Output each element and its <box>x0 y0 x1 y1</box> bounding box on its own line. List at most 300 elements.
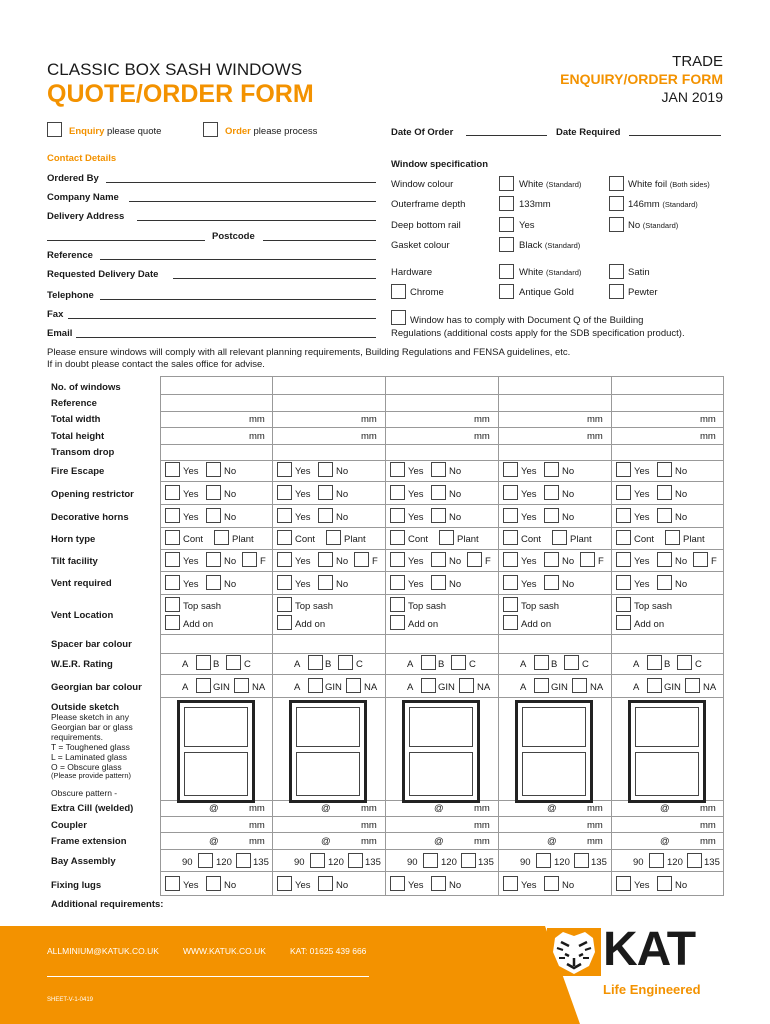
cill-at: @ <box>209 803 219 814</box>
d146-label: 146mm <box>628 199 660 210</box>
date-required-field[interactable] <box>629 135 721 136</box>
fixing-lugs-no-checkbox[interactable] <box>206 876 221 891</box>
fixing-lugs-no-label: No <box>224 880 237 891</box>
bay-120-checkbox[interactable] <box>461 853 476 868</box>
decorative-horns-yes-checkbox[interactable] <box>390 508 405 523</box>
antique-gold-checkbox[interactable] <box>499 284 514 299</box>
wer-a-checkbox[interactable] <box>647 655 662 670</box>
cill-mm: mm <box>474 803 490 814</box>
gasket-label: Gasket colour <box>391 240 450 251</box>
tilt-f-checkbox[interactable] <box>354 552 369 567</box>
horn-cont-checkbox[interactable] <box>165 530 180 545</box>
form-date: JAN 2019 <box>661 89 723 105</box>
no-windows-cell[interactable] <box>274 377 383 392</box>
decorative-horns-no-checkbox[interactable] <box>431 508 446 523</box>
georgian-a-checkbox[interactable] <box>308 678 323 693</box>
bay-120-checkbox[interactable] <box>574 853 589 868</box>
postcode-field[interactable] <box>263 240 376 241</box>
georgian-gin-checkbox[interactable] <box>572 678 587 693</box>
tilt-yes-checkbox[interactable] <box>390 552 405 567</box>
deep-no-option <box>628 220 678 231</box>
vent-required-yes-label: Yes <box>521 579 537 590</box>
transom-drop-cell[interactable] <box>162 445 271 460</box>
wer-b-checkbox[interactable] <box>564 655 579 670</box>
coupler-mm: mm <box>249 820 265 831</box>
bay-90-label: 90 <box>182 857 193 868</box>
tilt-f-label: F <box>711 556 717 567</box>
tiger-icon <box>547 928 601 976</box>
vent-required-yes-label: Yes <box>634 579 650 590</box>
enquiry-checkbox[interactable] <box>47 122 62 137</box>
add-on-checkbox[interactable] <box>503 615 518 630</box>
row-label-transom-drop: Transom drop <box>51 447 115 458</box>
wer-a-label: A <box>520 659 527 670</box>
reference-field[interactable] <box>100 259 376 260</box>
cill-mm: mm <box>700 803 716 814</box>
pewter-label: Pewter <box>628 287 658 298</box>
requested-delivery-field[interactable] <box>173 278 376 279</box>
add-on-label: Add on <box>634 619 665 630</box>
company-name-label: Company Name <box>47 192 119 203</box>
vent-required-no-checkbox[interactable] <box>544 575 559 590</box>
black-checkbox[interactable] <box>499 237 514 252</box>
georgian-gin-label: GIN <box>438 682 455 693</box>
vent-required-yes-checkbox[interactable] <box>616 575 631 590</box>
row-label-total-height: Total height <box>51 431 105 442</box>
horn-cont-checkbox[interactable] <box>277 530 292 545</box>
fax-label: Fax <box>47 309 64 320</box>
standard-note: (Standard) <box>545 180 582 189</box>
enquiry-label: Enquiry <box>69 126 105 137</box>
horn-plant-checkbox[interactable] <box>439 530 454 545</box>
fire-escape-yes-checkbox[interactable] <box>277 462 292 477</box>
tilt-f-checkbox[interactable] <box>242 552 257 567</box>
wer-b-checkbox[interactable] <box>451 655 466 670</box>
georgian-gin-checkbox[interactable] <box>459 678 474 693</box>
spec-heading: Window specification <box>391 159 489 170</box>
enquiry-order-label: ENQUIRY/ORDER FORM <box>560 71 723 87</box>
frame-ext-mm: mm <box>249 836 265 847</box>
date-of-order-field[interactable] <box>466 135 547 136</box>
row-label-coupler: Coupler <box>51 820 87 831</box>
fire-escape-no-label: No <box>224 466 237 477</box>
d133-label: 133mm <box>519 199 551 210</box>
frame-ext-mm: mm <box>361 836 377 847</box>
georgian-gin-checkbox[interactable] <box>346 678 361 693</box>
fixing-lugs-no-checkbox[interactable] <box>431 876 446 891</box>
bay-90-checkbox[interactable] <box>423 853 438 868</box>
spacer-bar-cell[interactable] <box>162 635 271 650</box>
bay-120-label: 120 <box>216 857 232 868</box>
wer-b-checkbox[interactable] <box>338 655 353 670</box>
decorative-horns-no-checkbox[interactable] <box>318 508 333 523</box>
transom-drop-cell[interactable] <box>387 445 496 460</box>
bay-120-checkbox[interactable] <box>687 853 702 868</box>
satin-checkbox[interactable] <box>609 264 624 279</box>
hw-white-standard: (Standard) <box>545 268 582 277</box>
frame-ext-at: @ <box>434 836 444 847</box>
horn-plant-checkbox[interactable] <box>665 530 680 545</box>
georgian-a-checkbox[interactable] <box>421 678 436 693</box>
cill-mm: mm <box>249 803 265 814</box>
opening-restrictor-yes-checkbox[interactable] <box>616 485 631 500</box>
deep-yes-label: Yes <box>519 220 535 231</box>
wer-a-label: A <box>407 659 414 670</box>
height-mm-unit: mm <box>700 431 716 442</box>
opening-restrictor-no-checkbox[interactable] <box>657 485 672 500</box>
height-mm-unit: mm <box>474 431 490 442</box>
vent-required-no-checkbox[interactable] <box>431 575 446 590</box>
sketch-bottom-pane <box>296 752 360 796</box>
bay-90-label: 90 <box>633 857 644 868</box>
add-on-checkbox[interactable] <box>165 615 180 630</box>
horn-plant-checkbox[interactable] <box>326 530 341 545</box>
fire-escape-yes-checkbox[interactable] <box>616 462 631 477</box>
tilt-no-label: No <box>562 556 575 567</box>
chrome-checkbox[interactable] <box>391 284 406 299</box>
fixing-lugs-yes-checkbox[interactable] <box>616 876 631 891</box>
grid-column-line <box>385 376 386 896</box>
grid-row-line <box>160 895 723 896</box>
sketch-note: (Please provide pattern) <box>51 771 132 780</box>
bay-135-label: 135 <box>478 857 494 868</box>
fire-escape-no-checkbox[interactable] <box>206 462 221 477</box>
horn-plant-label: Plant <box>570 534 592 545</box>
vent-required-no-checkbox[interactable] <box>657 575 672 590</box>
white-std-checkbox[interactable] <box>499 176 514 191</box>
opening-restrictor-yes-checkbox[interactable] <box>277 485 292 500</box>
add-on-label: Add on <box>295 619 326 630</box>
tilt-no-checkbox[interactable] <box>657 552 672 567</box>
transom-drop-cell[interactable] <box>500 445 609 460</box>
order-option <box>225 126 317 137</box>
horn-cont-label: Cont <box>183 534 204 545</box>
vent-required-yes-checkbox[interactable] <box>390 575 405 590</box>
decorative-horns-yes-label: Yes <box>295 512 311 523</box>
fixing-lugs-yes-checkbox[interactable] <box>277 876 292 891</box>
opening-restrictor-no-checkbox[interactable] <box>318 485 333 500</box>
frame-ext-mm: mm <box>587 836 603 847</box>
opening-restrictor-no-checkbox[interactable] <box>431 485 446 500</box>
georgian-gin-label: GIN <box>551 682 568 693</box>
fire-escape-yes-label: Yes <box>183 466 199 477</box>
bay-90-label: 90 <box>407 857 418 868</box>
bay-90-checkbox[interactable] <box>310 853 325 868</box>
cill-at: @ <box>434 803 444 814</box>
opening-restrictor-yes-checkbox[interactable] <box>390 485 405 500</box>
georgian-a-checkbox[interactable] <box>196 678 211 693</box>
tilt-yes-checkbox[interactable] <box>277 552 292 567</box>
vent-required-yes-label: Yes <box>183 579 199 590</box>
wer-b-checkbox[interactable] <box>677 655 692 670</box>
fire-escape-no-label: No <box>562 466 575 477</box>
address-line-2[interactable] <box>47 240 205 241</box>
ordered-by-field[interactable] <box>106 182 376 183</box>
telephone-field[interactable] <box>100 299 376 300</box>
no-windows-cell[interactable] <box>162 377 271 392</box>
wer-b-checkbox[interactable] <box>226 655 241 670</box>
georgian-na-label: NA <box>590 682 604 693</box>
row-label-additional: Additional requirements: <box>51 899 164 910</box>
decorative-horns-yes-checkbox[interactable] <box>165 508 180 523</box>
bay-120-checkbox[interactable] <box>348 853 363 868</box>
cill-mm: mm <box>587 803 603 814</box>
bay-90-checkbox[interactable] <box>198 853 213 868</box>
no-windows-cell[interactable] <box>500 377 609 392</box>
tilt-yes-checkbox[interactable] <box>616 552 631 567</box>
vent-required-no-checkbox[interactable] <box>206 575 221 590</box>
tilt-f-checkbox[interactable] <box>467 552 482 567</box>
fire-escape-yes-checkbox[interactable] <box>165 462 180 477</box>
opening-restrictor-yes-checkbox[interactable] <box>503 485 518 500</box>
telephone-label: Telephone <box>47 290 94 301</box>
black-option <box>519 240 580 251</box>
decorative-horns-yes-label: Yes <box>634 512 650 523</box>
row-label-no-windows: No. of windows <box>51 382 121 393</box>
add-on-checkbox[interactable] <box>277 615 292 630</box>
hw-white-checkbox[interactable] <box>499 264 514 279</box>
bay-120-checkbox[interactable] <box>236 853 251 868</box>
sketch-top-pane <box>409 707 473 747</box>
wer-b-label: B <box>551 659 558 670</box>
spacer-bar-cell[interactable] <box>274 635 383 650</box>
horn-cont-checkbox[interactable] <box>616 530 631 545</box>
reference-cell[interactable] <box>274 395 383 410</box>
bay-120-label: 120 <box>667 857 683 868</box>
footer-email[interactable]: ALLMINIUM@KATUK.CO.UK <box>47 946 159 956</box>
tilt-no-label: No <box>449 556 462 567</box>
opening-restrictor-no-checkbox[interactable] <box>544 485 559 500</box>
footer-phone: KAT: 01625 439 666 <box>290 946 367 956</box>
window-sketch[interactable] <box>515 700 593 803</box>
decorative-horns-no-checkbox[interactable] <box>544 508 559 523</box>
tilt-yes-checkbox[interactable] <box>165 552 180 567</box>
georgian-na-label: NA <box>703 682 717 693</box>
obscure-pattern-label: Obscure pattern - <box>51 788 118 798</box>
requested-delivery-label: Requested Delivery Date <box>47 269 159 280</box>
tilt-no-checkbox[interactable] <box>206 552 221 567</box>
tilt-yes-label: Yes <box>521 556 537 567</box>
frame-ext-mm: mm <box>700 836 716 847</box>
row-label-reference: Reference <box>51 398 97 409</box>
reference-cell[interactable] <box>613 395 722 410</box>
bay-135-label: 135 <box>591 857 607 868</box>
postcode-label: Postcode <box>212 231 255 242</box>
cill-at: @ <box>321 803 331 814</box>
horn-plant-checkbox[interactable] <box>214 530 229 545</box>
georgian-a-checkbox[interactable] <box>647 678 662 693</box>
decorative-horns-yes-checkbox[interactable] <box>616 508 631 523</box>
wer-c-label: C <box>244 659 251 670</box>
decorative-horns-yes-label: Yes <box>521 512 537 523</box>
height-mm-unit: mm <box>249 431 265 442</box>
row-label-tilt-facility: Tilt facility <box>51 556 98 567</box>
horn-cont-checkbox[interactable] <box>390 530 405 545</box>
reference-cell[interactable] <box>387 395 496 410</box>
fixing-lugs-no-checkbox[interactable] <box>544 876 559 891</box>
no-windows-cell[interactable] <box>613 377 722 392</box>
window-sketch[interactable] <box>289 700 367 803</box>
row-label-vent-location: Vent Location <box>51 610 114 621</box>
reference-cell[interactable] <box>500 395 609 410</box>
tilt-f-checkbox[interactable] <box>693 552 708 567</box>
tilt-no-label: No <box>675 556 688 567</box>
top-sash-checkbox[interactable] <box>165 597 180 612</box>
opening-restrictor-no-label: No <box>224 489 237 500</box>
horn-plant-checkbox[interactable] <box>552 530 567 545</box>
georgian-gin-checkbox[interactable] <box>685 678 700 693</box>
form-subtitle: CLASSIC BOX SASH WINDOWS <box>47 60 303 79</box>
decorative-horns-yes-checkbox[interactable] <box>503 508 518 523</box>
add-on-checkbox[interactable] <box>390 615 405 630</box>
fixing-lugs-yes-checkbox[interactable] <box>165 876 180 891</box>
opening-restrictor-yes-checkbox[interactable] <box>165 485 180 500</box>
fixing-lugs-no-checkbox[interactable] <box>318 876 333 891</box>
spacer-bar-cell[interactable] <box>500 635 609 650</box>
decorative-horns-yes-checkbox[interactable] <box>277 508 292 523</box>
tilt-yes-label: Yes <box>408 556 424 567</box>
spacer-bar-cell[interactable] <box>613 635 722 650</box>
fixing-lugs-yes-label: Yes <box>634 880 650 891</box>
decorative-horns-no-checkbox[interactable] <box>206 508 221 523</box>
fire-escape-no-checkbox[interactable] <box>544 462 559 477</box>
transom-drop-cell[interactable] <box>613 445 722 460</box>
add-on-checkbox[interactable] <box>616 615 631 630</box>
row-label-frame-extension: Frame extension <box>51 836 127 847</box>
delivery-address-field[interactable] <box>137 220 376 221</box>
tilt-yes-checkbox[interactable] <box>503 552 518 567</box>
black-label: Black <box>519 240 543 251</box>
wer-a-label: A <box>633 659 640 670</box>
deep-no-standard: (Standard) <box>642 221 679 230</box>
wer-a-checkbox[interactable] <box>196 655 211 670</box>
deep-yes-checkbox[interactable] <box>499 217 514 232</box>
top-sash-checkbox[interactable] <box>277 597 292 612</box>
grid-row-line <box>160 871 723 872</box>
georgian-a-label: A <box>633 682 640 693</box>
email-field[interactable] <box>76 337 376 338</box>
docq-checkbox[interactable] <box>391 310 406 325</box>
grid-row-line <box>160 832 723 833</box>
cill-at: @ <box>660 803 670 814</box>
decorative-horns-no-checkbox[interactable] <box>657 508 672 523</box>
footer-web[interactable]: WWW.KATUK.CO.UK <box>183 946 266 956</box>
no-windows-cell[interactable] <box>387 377 496 392</box>
fire-escape-no-checkbox[interactable] <box>431 462 446 477</box>
d146-checkbox[interactable] <box>609 196 624 211</box>
deep-no-checkbox[interactable] <box>609 217 624 232</box>
hw-white-option <box>519 267 581 278</box>
vent-required-no-checkbox[interactable] <box>318 575 333 590</box>
grid-column-line <box>723 376 724 896</box>
horn-plant-label: Plant <box>232 534 254 545</box>
top-sash-checkbox[interactable] <box>390 597 405 612</box>
reference-cell[interactable] <box>162 395 271 410</box>
white-foil-checkbox[interactable] <box>609 176 624 191</box>
window-sketch[interactable] <box>628 700 706 803</box>
georgian-gin-checkbox[interactable] <box>234 678 249 693</box>
wer-a-checkbox[interactable] <box>534 655 549 670</box>
footer-code: SHEET-V-1-0419 <box>47 997 94 1003</box>
coupler-mm: mm <box>587 820 603 831</box>
fixing-lugs-no-checkbox[interactable] <box>657 876 672 891</box>
sketch-note: L = Laminated glass <box>51 752 127 762</box>
coupler-mm: mm <box>361 820 377 831</box>
georgian-gin-label: GIN <box>213 682 230 693</box>
vent-required-yes-checkbox[interactable] <box>165 575 180 590</box>
spacer-bar-cell[interactable] <box>387 635 496 650</box>
row-label-georgian-bar: Georgian bar colour <box>51 682 142 693</box>
tilt-no-checkbox[interactable] <box>431 552 446 567</box>
georgian-a-checkbox[interactable] <box>534 678 549 693</box>
fire-escape-no-label: No <box>675 466 688 477</box>
wer-a-checkbox[interactable] <box>308 655 323 670</box>
fixing-lugs-yes-checkbox[interactable] <box>390 876 405 891</box>
bay-90-checkbox[interactable] <box>649 853 664 868</box>
sketch-bottom-pane <box>184 752 248 796</box>
sketch-bottom-pane <box>409 752 473 796</box>
vent-required-yes-checkbox[interactable] <box>503 575 518 590</box>
sketch-top-pane <box>635 707 699 747</box>
tilt-no-checkbox[interactable] <box>544 552 559 567</box>
window-sketch[interactable] <box>402 700 480 803</box>
window-sketch[interactable] <box>177 700 255 803</box>
fire-escape-no-checkbox[interactable] <box>657 462 672 477</box>
fax-field[interactable] <box>68 318 376 319</box>
horn-cont-checkbox[interactable] <box>503 530 518 545</box>
grid-row-line <box>160 460 723 461</box>
fire-escape-yes-checkbox[interactable] <box>390 462 405 477</box>
fire-escape-no-checkbox[interactable] <box>318 462 333 477</box>
fixing-lugs-yes-checkbox[interactable] <box>503 876 518 891</box>
order-checkbox[interactable] <box>203 122 218 137</box>
top-sash-checkbox[interactable] <box>616 597 631 612</box>
fixing-lugs-yes-label: Yes <box>183 880 199 891</box>
row-label-spacer-bar: Spacer bar colour <box>51 639 132 650</box>
sketch-note: T = Toughened glass <box>51 742 130 752</box>
kat-logo <box>547 923 723 1000</box>
decorative-horns-no-label: No <box>675 512 688 523</box>
grid-row-line <box>160 674 723 675</box>
bay-135-label: 135 <box>253 857 269 868</box>
tilt-no-checkbox[interactable] <box>318 552 333 567</box>
company-name-field[interactable] <box>129 201 376 202</box>
tilt-f-checkbox[interactable] <box>580 552 595 567</box>
fire-escape-yes-checkbox[interactable] <box>503 462 518 477</box>
contact-heading: Contact Details <box>47 153 117 164</box>
top-sash-checkbox[interactable] <box>503 597 518 612</box>
bay-120-label: 120 <box>554 857 570 868</box>
bay-90-checkbox[interactable] <box>536 853 551 868</box>
tilt-f-label: F <box>372 556 378 567</box>
fixing-lugs-yes-label: Yes <box>521 880 537 891</box>
width-mm-unit: mm <box>249 414 265 425</box>
wer-a-checkbox[interactable] <box>421 655 436 670</box>
grid-column-line <box>611 376 612 896</box>
opening-restrictor-no-checkbox[interactable] <box>206 485 221 500</box>
vent-required-yes-checkbox[interactable] <box>277 575 292 590</box>
width-mm-unit: mm <box>700 414 716 425</box>
transom-drop-cell[interactable] <box>274 445 383 460</box>
docq-line1: Window has to comply with Document Q of the Building <box>410 315 644 326</box>
pewter-checkbox[interactable] <box>609 284 624 299</box>
frame-ext-at: @ <box>547 836 557 847</box>
width-mm-unit: mm <box>587 414 603 425</box>
d133-checkbox[interactable] <box>499 196 514 211</box>
fire-escape-yes-label: Yes <box>295 466 311 477</box>
georgian-a-label: A <box>294 682 301 693</box>
window-colour-label: Window colour <box>391 179 454 190</box>
